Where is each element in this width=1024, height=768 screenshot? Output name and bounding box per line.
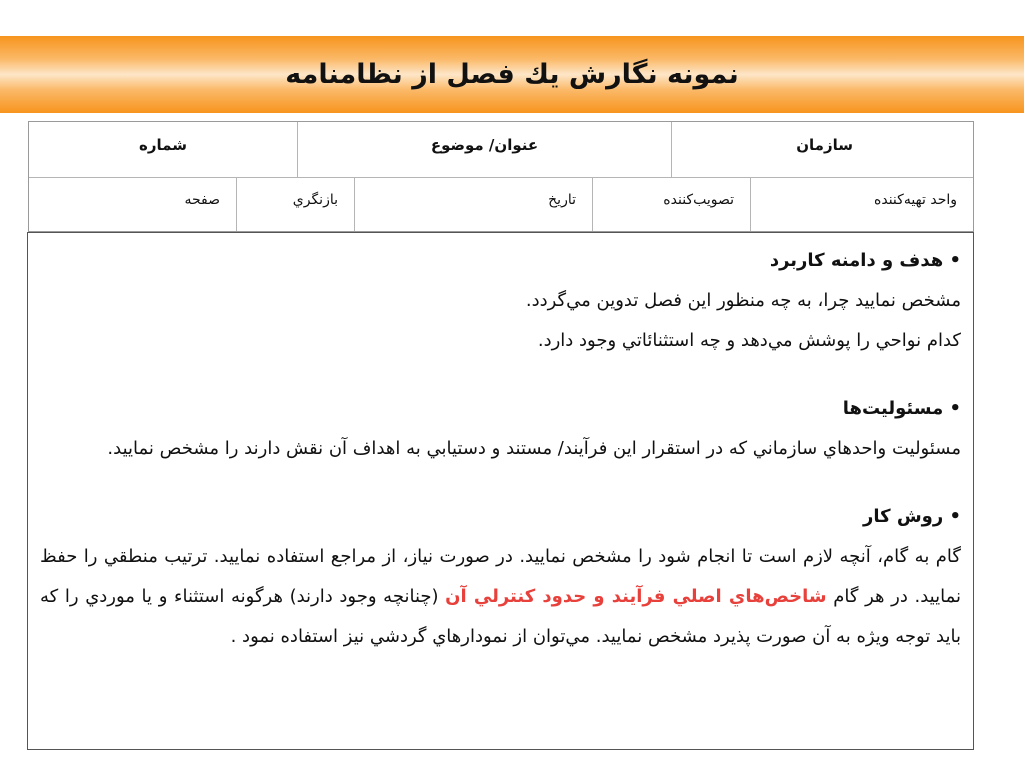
spacer [40,469,961,497]
title-banner [0,36,1024,113]
purpose-heading: • هدف و دامنه كاربرد [769,250,961,271]
purpose-line-2: كدام نواحي را پوشش مي‌دهد و چه استثنائاتي وجود دارد. [537,330,961,351]
header-subject: عنوان/ موضوع [297,122,671,177]
header-preparing-unit: واحد تهيه‌كننده [750,178,973,231]
header-organization: سازمان [671,122,973,177]
spacer [40,361,961,389]
header-row-2 [29,178,973,231]
purpose-line-1: مشخص نماييد چرا، به چه منظور اين فصل تدوين مي‌گردد. [525,290,961,311]
procedure-highlight: شاخص‌هاي اصلي فرآيند و حدود كنترلي آن [445,586,827,607]
header-approver: تصويب‌كننده [592,178,750,231]
responsibilities-text: مسئوليت واحدهاي سازماني كه در استقرار اين فرآيند/ مستند و دستيابي به اهداف آن نقش دارند را مشخص نماييد. [107,438,961,459]
page-title: نمونه نگارش يك فصل از نظامنامه [285,59,739,90]
header-number: شماره [139,136,187,154]
header-row-1 [29,122,973,178]
responsibilities-heading: • مسئوليت‌ها [842,398,961,419]
procedure-text-start: گام به گام، آنچه لازم است تا انجام شود را مشخص نماييد. در صورت نياز، از مراجع استفاده نماييد. ترتيب منطقي را حفظ نماييد. در هر گام [40,546,962,607]
header-revision: بازنگري [236,178,354,231]
procedure-text-end: (چنانچه وجود دارند) هرگونه استثناء و يا موردي را كه بايد توجه ويژه به آن صورت پذيرد مشخص نماييد. مي‌توان از نمودارهاي گردشي نيز استفاده نمود . [40,586,961,647]
chapter-content [27,232,974,750]
header-page: صفحه [184,192,220,208]
header-date: تاريخ [354,178,592,231]
procedure-text [40,537,961,657]
procedure-heading: • روش كار [862,506,961,527]
document-header-table [28,121,974,232]
